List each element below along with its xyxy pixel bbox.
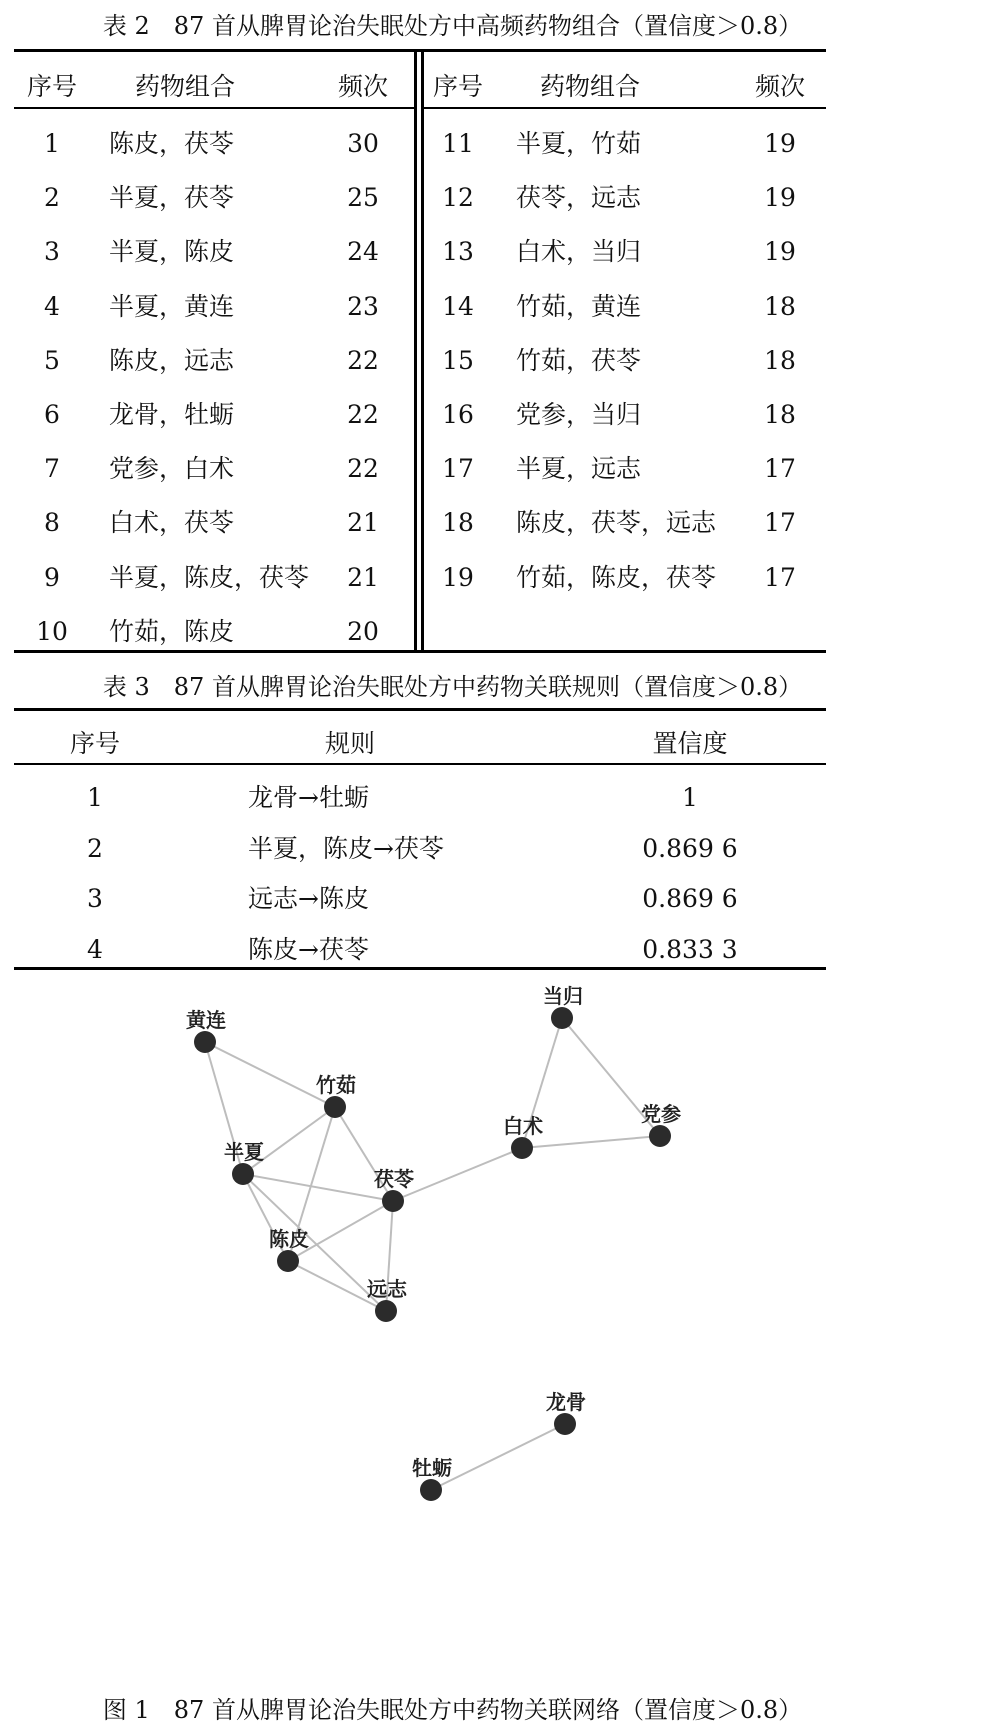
table2-cell-combo: 白术，当归 <box>516 237 642 266</box>
table2-cell-freq: 21 <box>347 508 379 537</box>
table2-header-combo-right: 药物组合 <box>539 72 641 101</box>
network-node-danggui <box>551 1007 573 1029</box>
table2-cell-combo: 茯苓，远志 <box>516 183 642 212</box>
table2-cell-index: 11 <box>442 129 474 158</box>
table2-cell-freq: 20 <box>347 617 379 646</box>
table2-header-index: 序号 <box>26 72 78 101</box>
network-label-muli: 牡蛎 <box>412 1456 452 1480</box>
table2-cell-index: 6 <box>44 400 60 429</box>
table3-header-rule <box>14 763 826 765</box>
table2-cell-index: 17 <box>442 454 474 483</box>
table3-cell-rule: 龙骨→牡蛎 <box>248 783 369 812</box>
table2-cell-combo: 龙骨，牡蛎 <box>109 400 235 429</box>
table2-header-rule-right <box>424 107 826 109</box>
network-label-fuling: 茯苓 <box>374 1167 414 1191</box>
table2-top-rule <box>14 49 826 52</box>
table2-cell-index: 16 <box>442 400 474 429</box>
table2-cell-combo: 竹茹，陈皮 <box>109 617 235 646</box>
table2-header-freq-right: 频次 <box>754 72 806 101</box>
table2-cell-combo: 竹茹，茯苓 <box>516 346 642 375</box>
network-node-longgu <box>554 1413 576 1435</box>
table3-header-confidence: 置信度 <box>652 729 728 758</box>
network-node-fuling <box>382 1190 404 1212</box>
network-node-banxia <box>232 1163 254 1185</box>
network-node-chenpi <box>277 1250 299 1272</box>
network-label-chenpi: 陈皮 <box>269 1227 309 1251</box>
table3-cell-index: 4 <box>87 935 103 964</box>
table2-cell-freq: 22 <box>347 400 379 429</box>
table2-cell-index: 9 <box>44 563 60 592</box>
network-node-baizhu <box>511 1137 533 1159</box>
table2-cell-combo: 半夏，竹茹 <box>516 129 642 158</box>
table2-cell-freq: 18 <box>764 400 796 429</box>
table2-cell-index: 3 <box>44 237 60 266</box>
table2-divider-left <box>414 49 417 652</box>
table2-cell-freq: 18 <box>764 346 796 375</box>
table2-cell-combo: 半夏，茯苓 <box>109 183 235 212</box>
table2-cell-combo: 党参，当归 <box>516 400 642 429</box>
table2-cell-index: 12 <box>442 183 474 212</box>
table2-header-combo: 药物组合 <box>134 72 236 101</box>
table2-cell-index: 14 <box>442 292 474 321</box>
network-label-zhuru: 竹茹 <box>316 1073 356 1097</box>
table2-cell-combo: 半夏，远志 <box>516 454 642 483</box>
network-node-dangshen <box>649 1125 671 1147</box>
table2-cell-combo: 半夏，黄连 <box>109 292 235 321</box>
table2-cell-combo: 党参，白术 <box>109 454 235 483</box>
table3-cell-confidence: 0.833 3 <box>642 935 738 964</box>
table2-cell-freq: 24 <box>347 237 379 266</box>
table3-caption: 表 3 87 首从脾胃论治失眠处方中药物关联规则（置信度＞0.8） <box>102 673 803 701</box>
table2-divider-right <box>421 49 424 652</box>
table2-cell-combo: 白术，茯苓 <box>109 508 235 537</box>
figure1-caption: 图 1 87 首从脾胃论治失眠处方中药物关联网络（置信度＞0.8） <box>102 1696 803 1724</box>
network-label-yuanzhi: 远志 <box>367 1277 407 1301</box>
table2-cell-freq: 22 <box>347 454 379 483</box>
table2-cell-freq: 19 <box>764 237 796 266</box>
table3-cell-confidence: 1 <box>682 783 698 812</box>
table3-top-rule <box>14 708 826 711</box>
table2-cell-freq: 19 <box>764 183 796 212</box>
table2-cell-freq: 17 <box>764 454 796 483</box>
table2-cell-combo: 陈皮，远志 <box>109 346 235 375</box>
table2-header-index-right: 序号 <box>432 72 484 101</box>
table2-cell-index: 18 <box>442 508 474 537</box>
table2-cell-index: 10 <box>36 617 68 646</box>
table2-cell-index: 8 <box>44 508 60 537</box>
table2-cell-freq: 18 <box>764 292 796 321</box>
table2-cell-combo: 半夏，陈皮 <box>109 237 235 266</box>
network-label-danggui: 当归 <box>543 984 583 1008</box>
table2-cell-index: 13 <box>442 237 474 266</box>
table2-cell-freq: 22 <box>347 346 379 375</box>
table2-header-freq: 频次 <box>337 72 389 101</box>
table2-cell-combo: 半夏，陈皮，茯苓 <box>109 563 310 592</box>
table2-caption: 表 2 87 首从脾胃论治失眠处方中高频药物组合（置信度＞0.8） <box>102 12 803 40</box>
table2-cell-index: 15 <box>442 346 474 375</box>
network-node-zhuru <box>324 1096 346 1118</box>
network-label-dangshen: 党参 <box>641 1102 681 1126</box>
table2-cell-freq: 17 <box>764 563 796 592</box>
table3-cell-confidence: 0.869 6 <box>642 884 738 913</box>
table2-cell-combo: 竹茹，黄连 <box>516 292 642 321</box>
table2-cell-freq: 17 <box>764 508 796 537</box>
table2-bottom-rule <box>14 650 826 653</box>
network-edge-banxia-fuling <box>243 1174 393 1201</box>
table2-cell-freq: 21 <box>347 563 379 592</box>
network-node-yuanzhi <box>375 1300 397 1322</box>
table3-header-rule-text: 规则 <box>324 729 376 758</box>
table2-cell-freq: 25 <box>347 183 379 212</box>
table2-cell-index: 19 <box>442 563 474 592</box>
table3-cell-index: 2 <box>87 834 103 863</box>
table2-cell-freq: 23 <box>347 292 379 321</box>
network-nodes <box>186 984 681 1501</box>
association-network <box>0 975 991 1515</box>
table3-cell-index: 3 <box>87 884 103 913</box>
table3-cell-rule: 陈皮→茯苓 <box>248 935 369 964</box>
table2-cell-combo: 陈皮，茯苓 <box>109 129 235 158</box>
table2-cell-combo: 竹茹，陈皮，茯苓 <box>516 563 717 592</box>
table2-header-rule-left <box>14 107 414 109</box>
network-label-banxia: 半夏 <box>224 1140 264 1164</box>
table2-cell-freq: 30 <box>347 129 379 158</box>
table2-cell-index: 7 <box>44 454 60 483</box>
table3-cell-rule: 半夏，陈皮→茯苓 <box>248 834 444 863</box>
network-label-baizhu: 白术 <box>503 1114 543 1138</box>
network-edges <box>205 1018 660 1490</box>
network-edge-banxia-yuanzhi <box>243 1174 386 1311</box>
network-label-huanglian: 黄连 <box>186 1008 226 1032</box>
table3-header-index: 序号 <box>69 729 121 758</box>
table2-cell-index: 2 <box>44 183 60 212</box>
table2-cell-index: 5 <box>44 346 60 375</box>
table3-cell-rule: 远志→陈皮 <box>248 884 369 913</box>
table3-cell-index: 1 <box>87 783 103 812</box>
table2-cell-freq: 19 <box>764 129 796 158</box>
network-label-longgu: 龙骨 <box>546 1390 586 1414</box>
table2-cell-index: 1 <box>44 129 60 158</box>
network-node-muli <box>420 1479 442 1501</box>
table3-bottom-rule <box>14 967 826 970</box>
network-node-huanglian <box>194 1031 216 1053</box>
table3-cell-confidence: 0.869 6 <box>642 834 738 863</box>
table2-cell-index: 4 <box>44 292 60 321</box>
table2-cell-combo: 陈皮，茯苓，远志 <box>516 508 717 537</box>
